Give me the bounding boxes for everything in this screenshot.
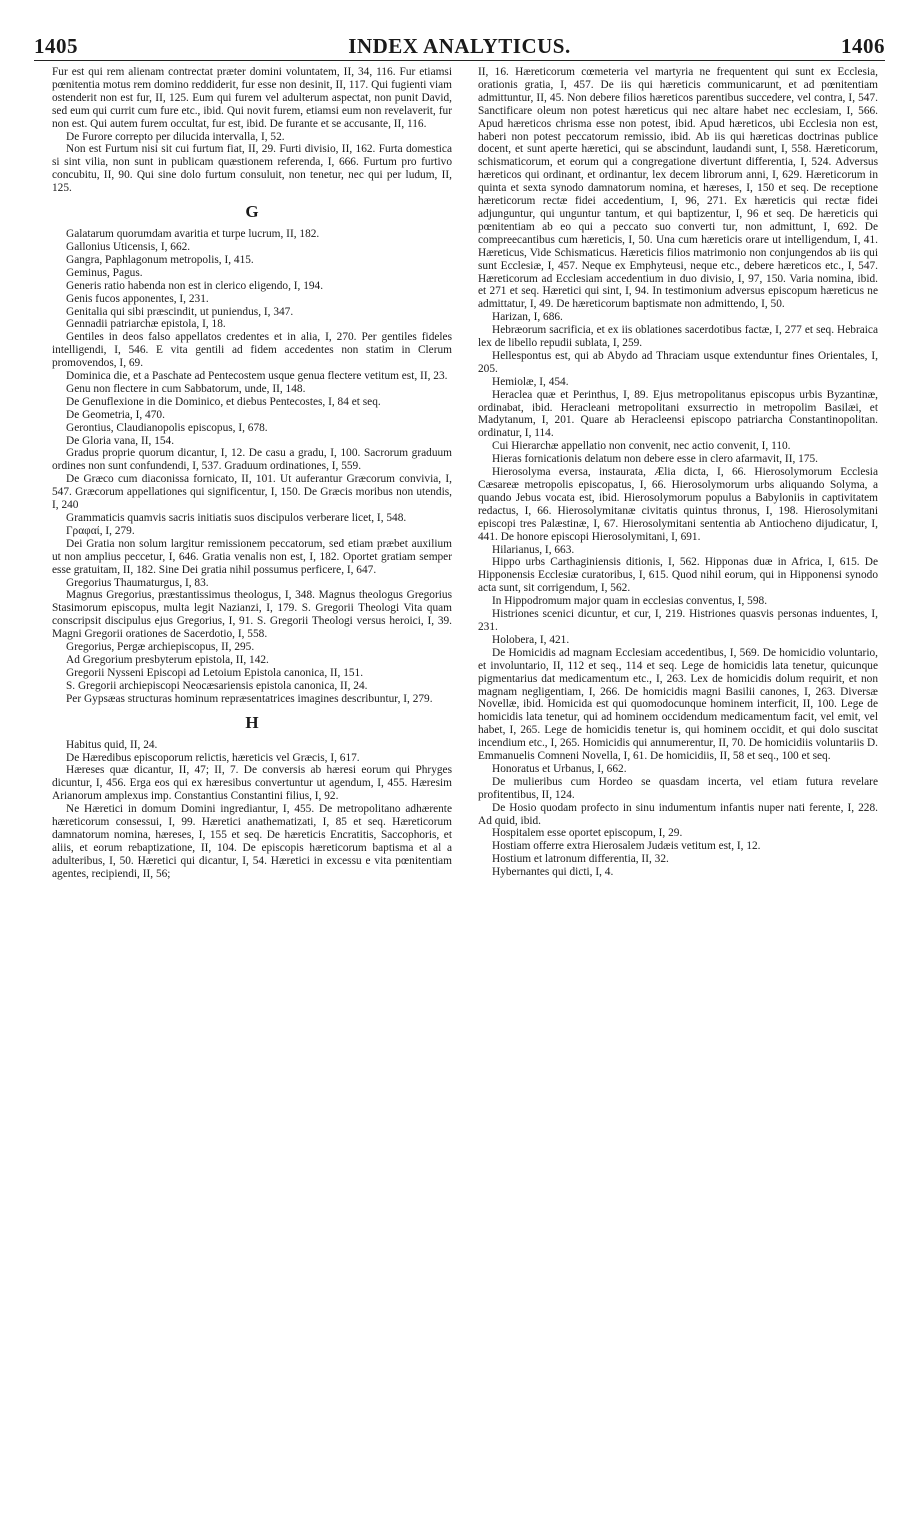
section-h-entries xyxy=(52,739,452,881)
index-entry: Genu non flectere in cum Sabbatorum, unde, II, 148. xyxy=(66,382,306,395)
index-entry: Honoratus et Urbanus, I, 662. xyxy=(492,762,627,775)
index-entry: Gallonius Uticensis, I, 662. xyxy=(66,240,191,253)
index-entry: De Genuflexione in die Dominico, et diebus Pentecostes, I, 84 et seq. xyxy=(66,395,381,408)
index-entry: Grammaticis quamvis sacris initiatis suos discipulos verberare licet, I, 548. xyxy=(66,512,407,524)
page-number-left: 1405 xyxy=(34,34,78,58)
index-entry: Gennadii patriarchæ epistola, I, 18. xyxy=(66,318,226,331)
index-entry: Habitus quid, II, 24. xyxy=(66,738,158,751)
index-entry: Gregorius Thaumaturgus, I, 83. xyxy=(66,576,209,589)
index-entry: Hæreses quæ dicantur, II, 47; II, 7. De conversis ab hæresi eorum qui Phryges dicuntur, I, 456. Erga eos qui ex hæresibus convertuntur ut agendum, I, 455. Hæresim Arianorum amplexus imp. Constantius Constantini filius, I, 92. xyxy=(52,764,452,803)
index-entry: De Græco cum diaconissa fornicato, II, 101. Ut auferantur Græcorum convivia, I, 547. Græcorum appellationes qui significentur, I, 150. De Græcis moribus non utendis, I, 240 xyxy=(52,473,452,512)
index-entry: Cui Hierarchæ appellatio non convenit, nec actio convenit, I, 110. xyxy=(492,440,791,453)
section-letter-g: G xyxy=(245,202,259,222)
section-g-entries xyxy=(52,228,452,706)
index-entry: Generis ratio habenda non est in clerico eligendo, I, 194. xyxy=(66,279,324,292)
left-column xyxy=(52,66,452,881)
index-entry: Hippo urbs Carthaginiensis ditionis, I, 562. Hipponas duæ in Africa, I, 615. De Hipponensis Ecclesiæ curatoribus, I, 615. Quod nihil eorum, qui in Hipponensi synodo acta sunt, sit corrigendum, I, 562. xyxy=(478,556,878,595)
page-number-right: 1406 xyxy=(841,34,885,58)
index-entry: De Homicidis ad magnam Ecclesiam accedentibus, I, 569. De homicidio voluntario, et involuntario, II, 112 et seq., 114 et seq. Lege de homicidis lata tenetur, quicunque pigmentarius dat medicamentum etc., I, 263. Lex de homicidis dolum requirit, et non magnam negligentiam, I, 266. De homicidis magni Basilii canones, I, 263. Diversæ Novellæ, ibid. Homicida est qui quomodocunque hominem interficit, II, 100. Lege de homicidis lata tenetur, qui ad hominem occidendum medicamentum facit, vel emit, vel habet, I, 265. Lege de homicidis tenetur is, qui hominem occidit, et qui dolo suscitat incendium etc., I, 265. Homicidis qui annumerentur, II, 70. De homicidiis voluntariis D. Emmanuelis Comneni Novella, I, 61. De homicidiis, II, 58 et seq., 100 et seq. xyxy=(478,646,878,763)
index-entry: Hebræorum sacrificia, et ex iis oblationes sacerdotibus factæ, I, 277 et seq. Hebraica lex de libello repudii sublata, I, 259. xyxy=(478,324,878,350)
index-entry: Gregorius, Pergæ archiepiscopus, II, 295. xyxy=(66,641,255,654)
index-entry: S. Gregorii archiepiscopi Neocæsariensis epistola canonica, II, 24. xyxy=(66,679,368,692)
index-entry: Hellespontus est, qui ab Abydo ad Thraciam usque extenduntur fines Orientales, I, 205. xyxy=(478,349,878,375)
right-column-entries xyxy=(478,66,878,879)
index-entry: Hierosolyma eversa, instaurata, Ælia dicta, I, 66. Hierosolymorum Ecclesia Cæsareæ metropolis episcopatus, I, 66. Hierosolymorum urbs aliquando Solyma, a quando Jebus vocata est, ibid. Hierosolymorum populus a Babyloniis in captivitatem redactus, I, 66. Hierosolymitanæ civitatis quintus thronus, I, 198. Hierosolymitani episcopi tres Palæstinæ, I, 67. Hierosolymitani sententia ab Antiocheno dijudicatur, I, 441. De honore episcopi Hierosolymitani, I, 691. xyxy=(478,466,878,543)
index-entry: Geminus, Pagus. xyxy=(66,266,143,279)
index-entry: Holobera, I, 421. xyxy=(492,633,570,646)
index-entry: De Geometria, I, 470. xyxy=(66,408,165,421)
index-entry: Genitalia qui sibi præscindit, ut puniendus, I, 347. xyxy=(66,305,294,318)
index-entry: Dei Gratia non solum largitur remissionem peccatorum, sed etiam præbet auxilium ut non amplius peccetur, I, 646. Gratia venalis non est, I, 182. Oportet gratiam semper esse gratuitam, II, 182. Sine Dei gratia nihil possumus perficere, I, 647. xyxy=(52,537,452,576)
index-entry: De mulieribus cum Hordeo se quasdam incerta, vel etiam futura revelare profitentibus, II, 124. xyxy=(478,775,878,801)
index-entry: Dominica die, et a Paschate ad Pentecostem usque genua flectere vetitum est, II, 23. xyxy=(66,370,448,383)
index-entry: Hostium et latronum differentia, II, 32. xyxy=(492,853,669,866)
index-entry: De Hæredibus episcoporum relictis, hæreticis vel Græcis, I, 617. xyxy=(66,751,360,764)
index-entry: Hieras fornicationis delatum non debere esse in clero afarmavit, II, 175. xyxy=(492,453,819,466)
index-entry: Galatarum quorumdam avaritia et turpe lucrum, II, 182. xyxy=(66,228,320,241)
index-entry: Harizan, I, 686. xyxy=(492,311,563,324)
index-entry: Gangra, Paphlagonum metropolis, I, 415. xyxy=(66,253,254,266)
right-column xyxy=(478,66,878,879)
index-entry: Gradus proprie quorum dicantur, I, 12. De casu a gradu, I, 100. Sacrorum graduum ordines non sunt confundendi, I, 537. Graduum ordinationes, I, 559. xyxy=(52,447,452,473)
index-entry: Γραφαί, I, 279. xyxy=(66,524,135,537)
index-entry: De Furore correpto per dilucida intervalla, I, 52. xyxy=(66,130,285,143)
index-entry: Gentiles in deos falso appellatos credentes et in alia, I, 270. Per gentiles fideles intelligendi, I, 546. E vita gentili ad fidem accedentes non statim in Clerum promovendos, I, 69. xyxy=(52,331,452,370)
index-entry: II, 16. Hæreticorum cœmeteria vel martyria ne frequentent qui sunt ex Ecclesia, orationis gratia, I, 457. De iis qui hæreticis communicarunt, et ad pœnitentiam admittuntur, II, 45. Non debere filios hæreticos parentibus succedere, vel contra, I, 547. Sanctificare oleum non potest hæreticus qui nec altare habet nec ecclesiam, I, 566. Apud hæreticos chrisma esse non potest, ibid. Apud hæreticos, ubi Ecclesia non est, haberi non potest peccatorum remissio, ibid. Ab iis qui hæreticas doctrinas publice docent, et sunt aperte hæretici, qui se abscindunt, laudandi sunt, I, 558. Hæreticorum, schismaticorum, et eorum qui a congregatione divertunt differentia, I, 524. Adversus hæreticos qui ordinant, et ordinantur, lex decem librorum anni, I, 629. Hæreticorum in quinta et sexta synodo damnatorum nomina, et hæreses, I, 150 et seq. De receptione hæreticorum rectæ fidei accedentium, I, 96, 271. Ex hæreticis qui rectæ fidei adjunguntur, qui unguntur tantum, et qui baptizentur, I, 96 et seq. De hæreticis qui pœnitentiam ab eo qui a peccato suo converti tur, non admittunt, I, 692. De compreecantibus cum hæreticis, I, 50. Una cum hæreticis orare ut intelligendum, I, 41. Hæreticus, Vide Schismaticus. Hæreticis filios matrimonio non conjungendos ab iis qui sunt Ecclesiæ, I, 457. Neque ex Emphyteusi, neque etc., debere hæreticos etc., I, 547. Hæreticorum ad Ecclesiam accedentium in duo divisio, I, 97, 150. Varia nomina, ibid. et 271 et seq. Hæretici qui sint, I, 94. In testimonium adversus episcopum hæreticus ne admittatur, I, 49. De hæreticorum baptismate non admittendo, I, 50. xyxy=(478,66,878,311)
index-entry: Hospitalem esse oportet episcopum, I, 29. xyxy=(492,827,683,840)
index-entry: Non est Furtum nisi sit cui furtum fiat, II, 29. Furti divisio, II, 162. Furta domestica si sint vilia, non sunt in publicam quæstionem referenda, I, 666. Furtum pro furtivo concubitu, II, 90. Qui sine dolo furtum consuluit, non tenetur, nec qui per ludum, II, 125. xyxy=(52,143,452,195)
index-entry: Hemiolæ, I, 454. xyxy=(492,375,569,388)
index-entry: De Gloria vana, II, 154. xyxy=(66,434,175,447)
index-entry: Genis fucos apponentes, I, 231. xyxy=(66,292,209,305)
page-header xyxy=(34,34,885,61)
index-entry: Per Gypsæas structuras hominum repræsentatrices imagines describuntur, I, 279. xyxy=(66,692,433,705)
section-letter-h: H xyxy=(245,712,259,732)
index-entry: Ad Gregorium presbyterum epistola, II, 142. xyxy=(66,653,269,666)
running-title: INDEX ANALYTICUS. xyxy=(348,34,571,58)
index-entry: Gregorii Nysseni Episcopi ad Letoium Epistola canonica, II, 151. xyxy=(66,666,364,679)
index-entry: Magnus Gregorius, præstantissimus theologus, I, 348. Magnus theologus Gregorius Stasimorum episcopus, multa legit Nazianzi, I, 179. S. Gregorii Theologi Vita quam conscripsit discipulus ejus Gregorius, I, 91. S. Gregorii Theologi versus heroici, I, 39. Magni Gregorii orationes de Sacerdotio, I, 558. xyxy=(52,589,452,641)
index-entry: Hostiam offerre extra Hierosalem Judæis vetitum est, I, 12. xyxy=(492,840,761,853)
index-entry: In Hippodromum major quam in ecclesias conventus, I, 598. xyxy=(492,595,768,608)
index-entry: Histriones scenici dicuntur, et cur, I, 219. Histriones quasvis personas induentes, I, 231. xyxy=(478,608,878,633)
index-entry: Hybernantes qui dicti, I, 4. xyxy=(492,866,614,879)
index-entry: Hilarianus, I, 663. xyxy=(492,543,575,556)
index-entry: De Hosio quodam profecto in sinu indumentum infantis nuper nati ferente, I, 228. Ad quid, ibid. xyxy=(478,801,878,827)
index-entry: Fur est qui rem alienam contrectat præter domini voluntatem, II, 34, 116. Fur etiamsi pœnitentia motus rem domino reddiderit, fur esse non desinit, II, 117. Qui fugienti viam ostenderit non est fur, II, 125. Eum qui furem vel adulterum aspectat, non punit David, sed eum qui currit cum fure etc., ibid. Qui novit furem, etiamsi eum non revelaverit, fur non est. Qui autem furem occultat, fur est, ibid. De furante et se accusante, II, 116. xyxy=(52,66,452,130)
index-entry: Heraclea quæ et Perinthus, I, 89. Ejus metropolitanus episcopus urbis Byzantinæ, ordinabat, ibid. Heracleani metropolitani exsurrectio in metropolim Basilæi, et Madytanum, I, 201. Quare ab Heracleensi episcopo patriarcha Constantinopolitan. ordinatur, I, 114. xyxy=(478,388,878,440)
left-intro-entries xyxy=(52,66,452,195)
index-entry: Gerontius, Claudianopolis episcopus, I, 678. xyxy=(66,421,268,434)
index-entry: Ne Hæretici in domum Domini ingrediantur, I, 455. De metropolitano adhærente hæreticorum consessui, I, 99. Hæretici anathematizati, I, 85 et seq. Hæreticorum damnatorum nomina, hæreses, I, 155 et seq. De hæreticis Encratitis, Saccophoris, et aliis, et eorum rebaptizatione, II, 104. De episcopis hæreticorum baptisma et al a adulteribus, I, 50. Hæretici qui dicantur, I, 54. Hæretici in excessu e vita pœnitentiam agentes, recipiendi, II, 56; xyxy=(52,803,452,880)
